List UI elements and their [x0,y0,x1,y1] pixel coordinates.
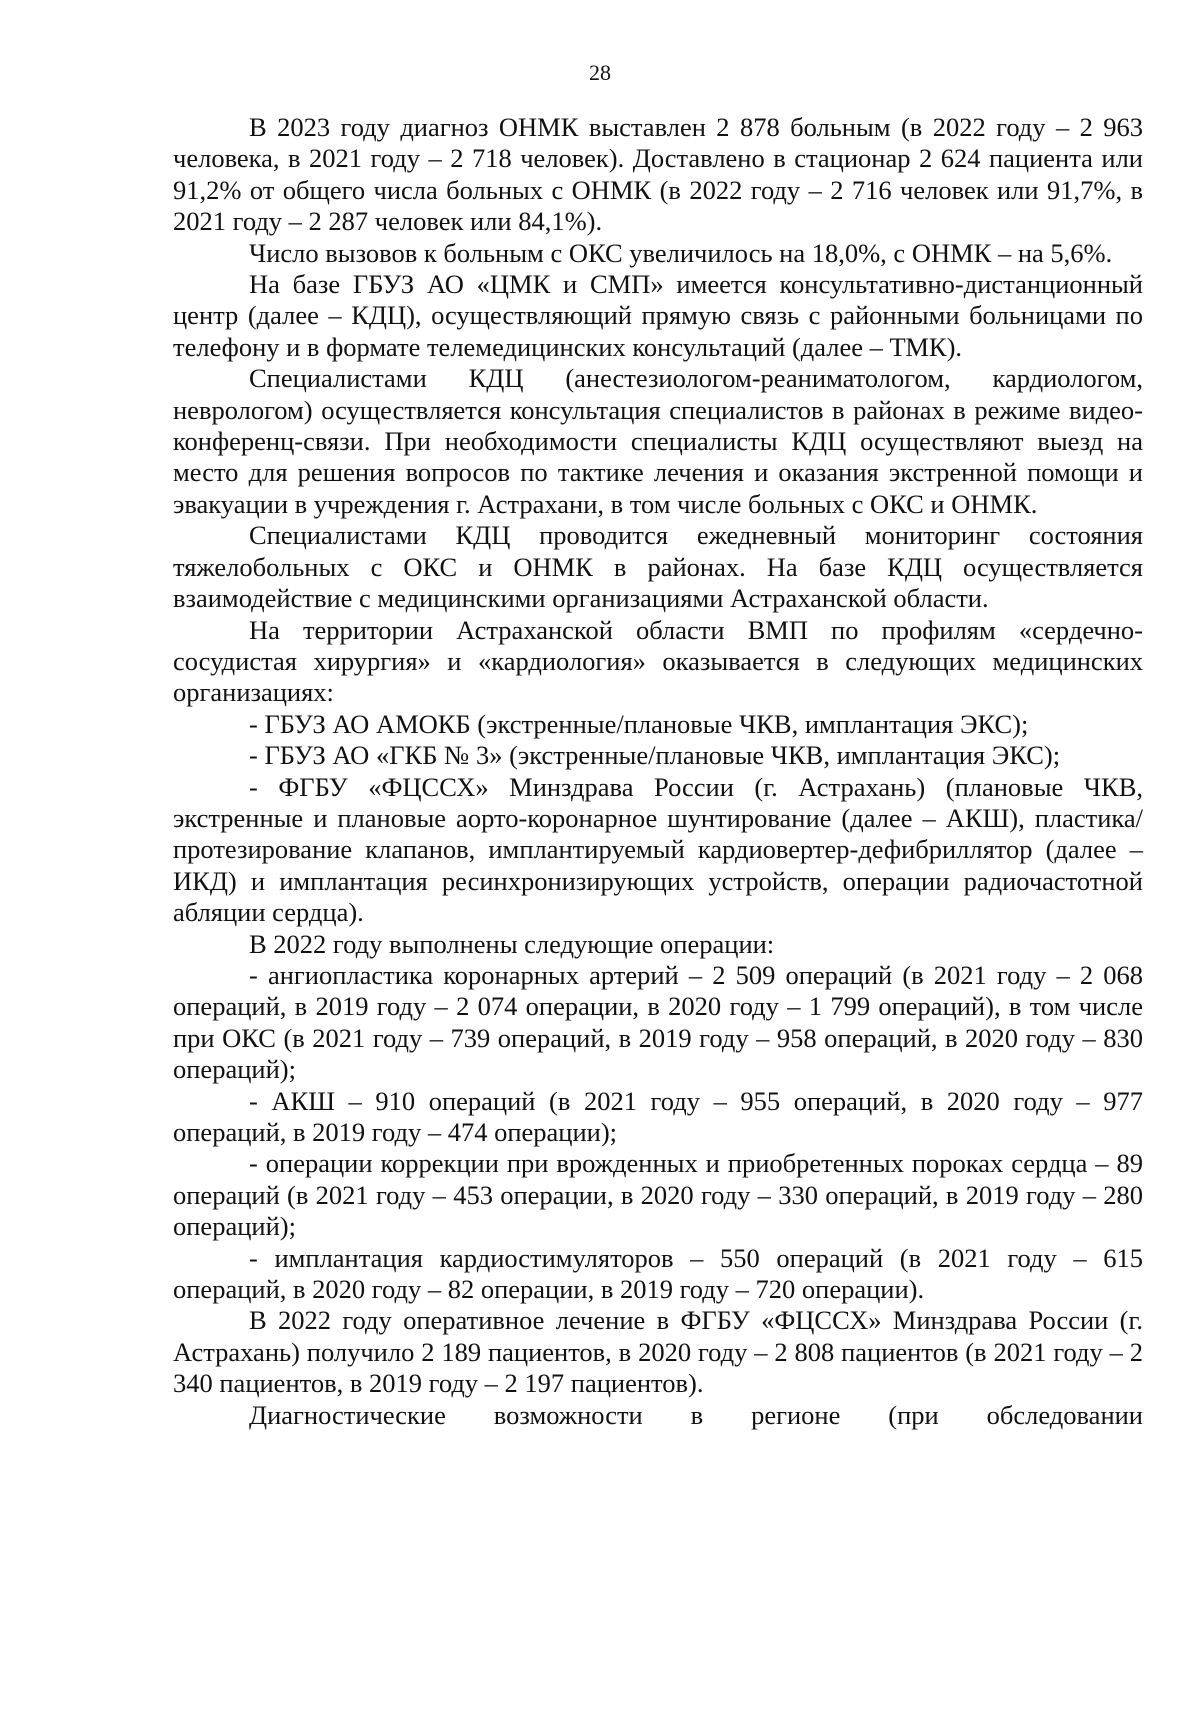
list-item-heart-defects: - операции коррекции при врожденных и приобретенных пороках сердца – 89 операций (в 2021 году – 453 операции, в 2020 году – 330 операций, в 2019 году – 280 операций); [173,1148,1143,1242]
paragraph-onmk-diagnosis: В 2023 году диагноз ОНМК выставлен 2 878 больным (в 2022 году – 2 963 человека, в 2021 году – 2 718 человек). Доставлено в стационар 2 624 пациента или 91,2% от общего числа больных с ОНМК (в 2022 году – 2 716 человек или 91,7%, в 2021 году – 2 287 человек или 84,1%). [173,112,1143,237]
paragraph-vmp-intro: На территории Астраханской области ВМП по профилям «сердечно-сосудистая хирургия» и «кардиология» оказывается в следующих медицинских организациях: [173,614,1143,708]
paragraph-operations-2022: В 2022 году выполнены следующие операции: [249,928,775,959]
list-item-gkb3: - ГБУЗ АО «ГКБ № 3» (экстренные/плановые ЧКВ, имплантация ЭКС); [249,740,1061,771]
list-item-angioplasty: - ангиопластика коронарных артерий – 2 509 операций (в 2021 году – 2 068 операций, в 2019 году – 2 074 операции, в 2020 году – 1 799 операций), в том числе при ОКС (в 2021 году – 739 операций, в 2019 году – 958 операций, в 2020 году – 830 операций); [173,959,1143,1085]
document-body [173,112,1143,1431]
paragraph-kdc-monitoring: Специалистами КДЦ проводится ежедневный мониторинг состояния тяжелобольных с ОКС и ОНМК в районах. На базе КДЦ осуществляется взаимодействие с медицинскими организациями Астраханской области. [173,520,1143,614]
paragraph-kdc-specialists: Специалистами КДЦ (анестезиологом-реаниматологом, кардиологом, неврологом) осуществляется консультация специалистов в районах в режиме видео-конференц-связи. При необходимости специалисты КДЦ осуществляют выезд на место для решения вопросов по тактике лечения и оказания экстренной помощи и эвакуации в учреждения г. Астрахани, в том числе больных с ОКС и ОНМК. [173,363,1143,519]
paragraph-calls-increase: Число вызовов к больным с ОКС увеличилось на 18,0%, с ОНМК – на 5,6%. [249,237,1113,268]
list-item-fcssh: - ФГБУ «ФЦССХ» Минздрава России (г. Астрахань) (плановые ЧКВ, экстренные и плановые аорто-коронарное шунтирование (далее – АКШ), пластика/протезирование клапанов, имплантируемый кардиовертер-дефибриллятор (далее – ИКД) и имплантация ресинхронизирующих устройств, операции радиочастотной абляции сердца). [173,771,1143,928]
page-number: 28 [589,60,611,85]
paragraph-diagnostics: Диагностические возможности в регионе (при обследовании [249,1399,1143,1430]
list-item-aksh: - АКШ – 910 операций (в 2021 году – 955 операций, в 2020 году – 977 операций, в 2019 году – 474 операции); [173,1085,1143,1147]
paragraph-surgical-treatment: В 2022 году оперативное лечение в ФГБУ «ФЦССХ» Минздрава России (г. Астрахань) получило 2 189 пациентов, в 2020 году – 2 808 пациентов (в 2021 году – 2 340 пациентов, в 2019 году – 2 197 пациентов). [173,1305,1143,1399]
paragraph-kdc-center: На базе ГБУЗ АО «ЦМК и СМП» имеется консультативно-дистанционный центр (далее – КДЦ), осуществляющий прямую связь с районными больницами по телефону и в формате телемедицинских консультаций (далее – ТМК). [173,269,1143,362]
list-item-pacemakers: - имплантация кардиостимуляторов – 550 операций (в 2021 году – 615 операций, в 2020 году – 82 операции, в 2019 году – 720 операции). [173,1242,1143,1305]
list-item-amokb: - ГБУЗ АО АМОКБ (экстренные/плановые ЧКВ, имплантация ЭКС); [249,708,1029,739]
